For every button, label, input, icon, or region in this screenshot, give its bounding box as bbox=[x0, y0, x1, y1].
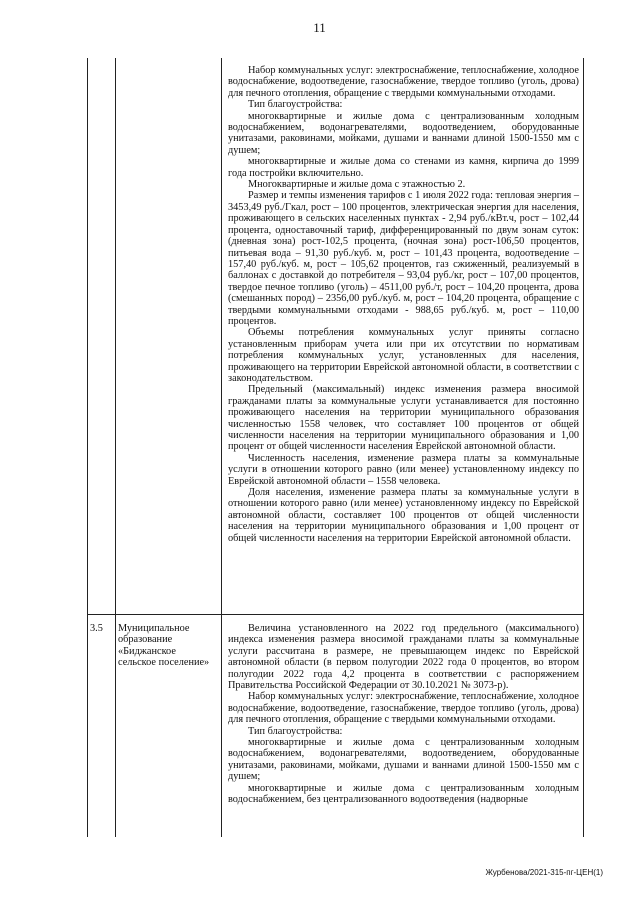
municipality-name-line: образование bbox=[118, 634, 173, 646]
paragraph: Доля населения, изменение размера платы за коммунальные услуги в отношении которого равно (или менее) установленному индексу по Еврейской автономной области, составляет 100 процентов от общей численности населения на территории муниципального образования и 1,00 процент от общей численности населения на территории Еврейской автономной области. bbox=[228, 487, 579, 544]
municipality-name-line: «Биджанское bbox=[118, 645, 176, 657]
table-border-right bbox=[583, 58, 584, 837]
paragraph: многоквартирные и жилые дома со стенами из камня, кирпича до 1999 года постройки включительно. bbox=[228, 156, 579, 179]
document-footer-id: Журбенова/2021-315-пг-ЦЕН(1) bbox=[485, 868, 603, 877]
municipality-name bbox=[118, 623, 218, 669]
index-table bbox=[87, 58, 584, 837]
paragraph: Тип благоустройства: bbox=[248, 99, 343, 111]
paragraph: Набор коммунальных услуг: электроснабжение, теплоснабжение, холодное водоснабжение, водоотведение, газоснабжение, твердое топливо (уголь, дрова) для печного отопления, обращение с твердыми коммунальными отходами. bbox=[228, 691, 579, 726]
row-35-content bbox=[228, 623, 579, 806]
paragraph: Численность населения, изменение размера платы за коммунальные услуги в отношении которого равно (или менее) установленному индексу по Еврейской автономной области – 1558 человека. bbox=[228, 452, 579, 487]
paragraph: Объемы потребления коммунальных услуг приняты согласно установленным приборам учета или при их отсутствии по нормативам потребления коммунальных услуг, установленных для населения, проживающего на территории Еврейской автономной области, в соответствии с законодательством. bbox=[228, 327, 579, 384]
paragraph: Предельный (максимальный) индекс изменения размера вносимой гражданами платы за коммунальные услуги устанавливается для постоянно проживающего населения на территории муниципального образования численностью 1558 человек, что составляет 100 процентов от общей численности населения на территории муниципального образования и 1,00 процент от общей численности населения Еврейской автономной области. bbox=[228, 384, 579, 453]
paragraph: Тип благоустройства: bbox=[248, 725, 343, 737]
paragraph: многоквартирные и жилые дома с централизованным холодным водоснабжением, водонагревателями, водоотведением, оборудованные унитазами, раковинами, мойками, душами и ваннами длиной 1500-1550 мм с душем; bbox=[228, 737, 579, 783]
row-prev-content bbox=[228, 65, 579, 544]
table-row-separator bbox=[87, 614, 584, 615]
municipality-name-line: Муниципальное bbox=[118, 623, 190, 634]
paragraph: Многоквартирные и жилые дома с этажностью 2. bbox=[248, 179, 466, 191]
row-number: 3.5 bbox=[90, 623, 103, 634]
table-divider-number bbox=[115, 58, 116, 837]
paragraph: Величина установленного на 2022 год предельного (максимального) индекса изменения размера вносимой гражданами платы за коммунальные услуги рассчитана в размере, не превышающем индекс по Еврейской автономной области (в первом полугодии 2022 года 0 процентов, во втором полугодии 2022 года 4,2 процента в соответствии с распоряжением Правительства Российской Федерации от 30.10.2021 № 3073-р). bbox=[228, 623, 579, 692]
table-divider-name bbox=[221, 58, 222, 837]
page-number: 11 bbox=[313, 20, 326, 35]
paragraph: Размер и темпы изменения тарифов с 1 июля 2022 года: тепловая энергия – 3453,49 руб./Гкал, рост – 100 процентов, электрическая энергия для населения, проживающего в сельских населенных пунктах - 2,94 руб./кВт.ч, рост – 102,44 процента, одноставочный тариф, дифференцированный по двум зонам суток: (дневная зона) рост-102,5 процента, (ночная зона) рост-106,50 процентов, питьевая вода – 91,30 руб./куб. м, рост – 101,43 процента, водоотведение – 157,40 руб./куб. м, рост – 105,62 процентов, газ сжиженный, реализуемый в баллонах с доставкой до потребителя – 93,04 руб./кг, рост – 107,00 процентов, твердое печное топливо (уголь) – 4511,00 руб./т, рост – 104,20 процента, дрова (смешанных пород) – 2356,00 руб./куб. м, рост – 104,20 процента, обращение с твердыми коммунальными отходами - 988,65 руб./куб. м, рост – 110,00 процентов. bbox=[228, 190, 579, 327]
municipality-name-line: сельское поселение» bbox=[118, 657, 210, 669]
table-border-left bbox=[87, 58, 88, 837]
paragraph: многоквартирные и жилые дома с централизованным холодным водоснабжением, без централизованного водоотведения (надворные bbox=[228, 782, 579, 806]
paragraph: Набор коммунальных услуг: электроснабжение, теплоснабжение, холодное водоснабжение, водоотведение, газоснабжение, твердое топливо (уголь, дрова) для печного отопления, обращение с твердыми коммунальными отходами. bbox=[228, 65, 579, 99]
paragraph: многоквартирные и жилые дома с централизованным холодным водоснабжением, водонагревателями, водоотведением, оборудованные унитазами, раковинами, мойками, душами и ваннами длиной 1500-1550 мм с душем; bbox=[228, 110, 579, 156]
